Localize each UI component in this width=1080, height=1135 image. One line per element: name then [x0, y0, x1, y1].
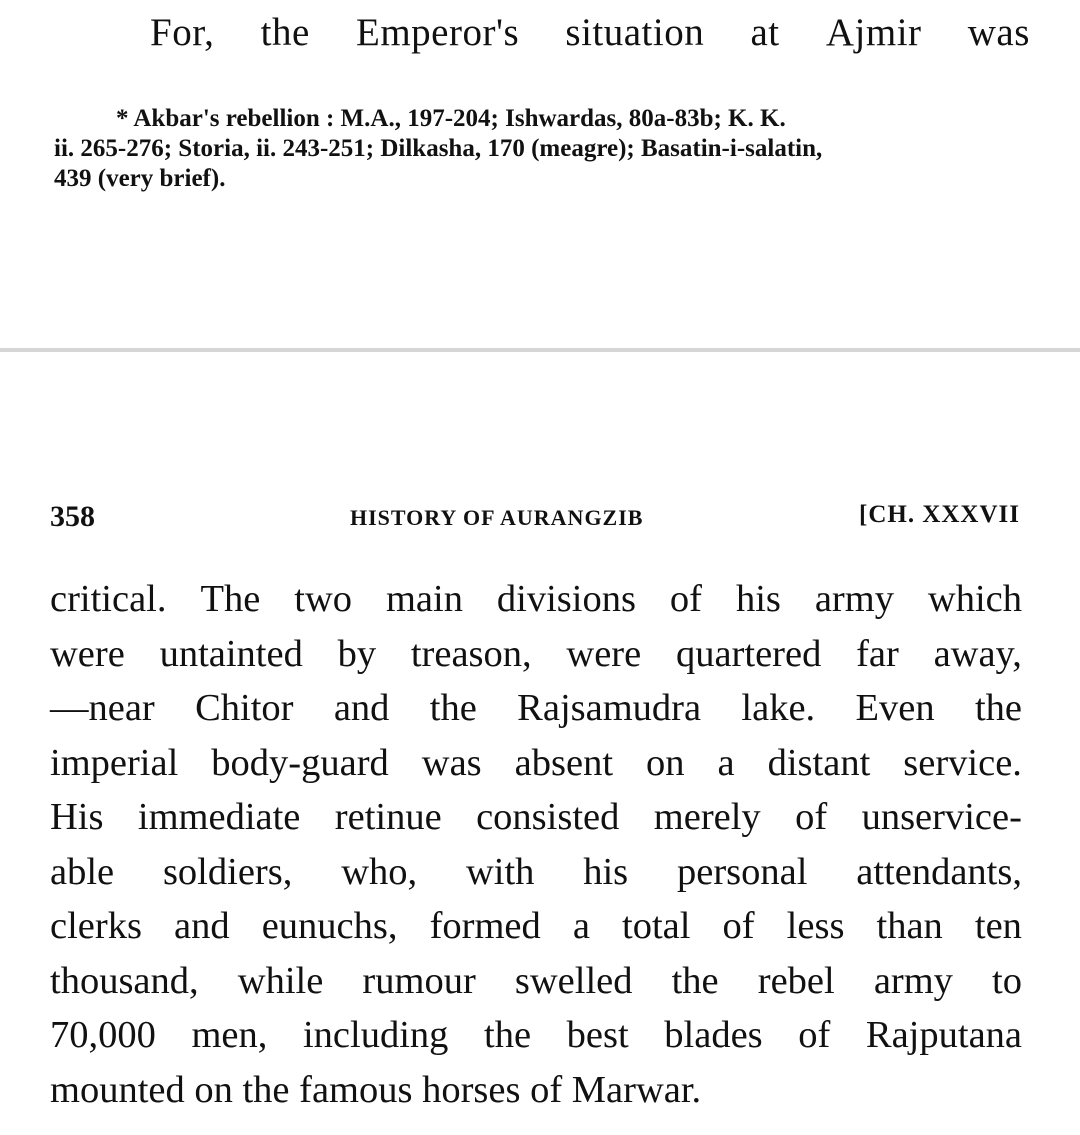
body-word: 70,000: [50, 1014, 156, 1056]
body-line: [50, 736, 1022, 791]
body-word: rumour: [362, 959, 476, 1002]
footnote-line-2: ii. 265-276; Storia, ii. 243-251; Dilkasha, 170 (meagre); Basatin-i-salatin,: [54, 135, 823, 162]
upper-page-text-line: [150, 10, 1030, 55]
body-word: army: [873, 959, 953, 1002]
body-word: the: [429, 687, 477, 729]
footnote-line-3: 439 (very brief).: [54, 165, 226, 192]
body-word: treason,: [410, 632, 532, 675]
body-paragraph: [50, 572, 1022, 1117]
body-word: of: [798, 1014, 831, 1056]
body-word: quartered: [675, 632, 822, 675]
upper-page-word: the: [260, 11, 310, 54]
body-word: Even: [855, 687, 935, 729]
body-line: [50, 572, 1022, 627]
body-word: a: [717, 741, 735, 784]
body-word: His: [50, 796, 104, 838]
body-word: ten: [974, 905, 1022, 947]
body-word: a: [572, 905, 590, 947]
body-word: The: [200, 578, 261, 620]
chapter-label: [CH. XXXVII: [859, 501, 1020, 528]
body-word: was: [421, 741, 482, 784]
body-word: immediate: [137, 796, 301, 838]
body-word: away,: [933, 632, 1022, 675]
body-line: mounted on the famous horses of Marwar.: [50, 1068, 702, 1111]
body-word: blades: [664, 1014, 763, 1056]
body-word: army: [814, 578, 894, 620]
body-word: the: [671, 959, 719, 1002]
upper-page-word: Emperor's: [356, 11, 520, 54]
body-word: main: [385, 578, 463, 620]
body-word: soldiers,: [162, 850, 293, 893]
body-word: clerks: [50, 905, 142, 947]
upper-page-word: was: [967, 11, 1030, 54]
body-word: with: [465, 850, 535, 893]
body-word: were: [50, 632, 125, 675]
upper-page-word: Ajmir: [825, 11, 922, 54]
upper-page-fragment: [0, 0, 1080, 348]
body-word: able: [50, 850, 115, 893]
body-word: on: [646, 741, 685, 784]
body-word: two: [294, 578, 353, 620]
body-word: merely: [653, 796, 761, 838]
body-word: the: [484, 1014, 532, 1056]
body-word: than: [876, 905, 943, 947]
body-word: divisions: [496, 578, 636, 620]
body-word: who,: [341, 850, 418, 893]
body-word: which: [927, 578, 1022, 620]
body-line: [50, 681, 1022, 736]
body-word: far: [856, 632, 899, 675]
body-line: [50, 845, 1022, 900]
body-word: unservice-: [861, 796, 1022, 838]
body-word: distant: [767, 741, 871, 784]
body-word: by: [337, 632, 377, 675]
page-number: 358: [50, 500, 95, 533]
body-word: men,: [191, 1014, 268, 1056]
body-word: his: [735, 578, 781, 620]
upper-page-word: at: [750, 11, 780, 54]
body-word: Rajputana: [865, 1014, 1022, 1056]
body-word: thousand,: [50, 959, 199, 1002]
body-word: retinue: [334, 796, 442, 838]
body-word: critical.: [50, 578, 167, 620]
body-line: [50, 899, 1022, 954]
body-word: including: [302, 1014, 449, 1056]
footnote-line-1: * Akbar's rebellion : M.A., 197-204; Ishwardas, 80a-83b; K. K.: [116, 105, 786, 132]
body-word: lake.: [741, 687, 816, 729]
body-word: —near: [50, 687, 155, 729]
body-word: untainted: [159, 632, 303, 675]
book-title: HISTORY OF AURANGZIB: [350, 505, 644, 530]
body-line: [50, 954, 1022, 1009]
body-word: to: [992, 959, 1022, 1002]
body-line: [50, 790, 1022, 845]
running-head: [50, 500, 1020, 536]
body-word: best: [566, 1014, 629, 1056]
footnote: [54, 104, 1034, 194]
body-word: formed: [429, 905, 541, 947]
body-word: attendants,: [856, 850, 1022, 893]
body-word: body-guard: [211, 741, 389, 784]
body-word: and: [174, 905, 230, 947]
body-word: rebel: [757, 959, 835, 1002]
lower-page-fragment: [0, 352, 1080, 1135]
body-word: of: [669, 578, 702, 620]
upper-page-word: For,: [150, 11, 215, 54]
body-word: were: [566, 632, 642, 675]
upper-page-word: situation: [565, 11, 705, 54]
body-word: while: [237, 959, 324, 1002]
body-word: consisted: [476, 796, 620, 838]
body-word: less: [786, 905, 845, 947]
body-word: of: [722, 905, 755, 947]
body-word: of: [795, 796, 828, 838]
body-word: service.: [903, 741, 1022, 784]
body-word: personal: [677, 850, 808, 893]
body-word: swelled: [514, 959, 633, 1002]
body-line: [50, 1008, 1022, 1063]
body-word: the: [974, 687, 1022, 729]
body-word: total: [622, 905, 691, 947]
body-line: [50, 627, 1022, 682]
body-word: eunuchs,: [261, 905, 398, 947]
body-word: his: [583, 850, 629, 893]
body-word: and: [333, 687, 390, 729]
body-word: imperial: [50, 741, 179, 784]
body-word: absent: [514, 741, 614, 784]
body-word: Chitor: [195, 687, 294, 729]
body-word: Rajsamudra: [517, 687, 702, 729]
